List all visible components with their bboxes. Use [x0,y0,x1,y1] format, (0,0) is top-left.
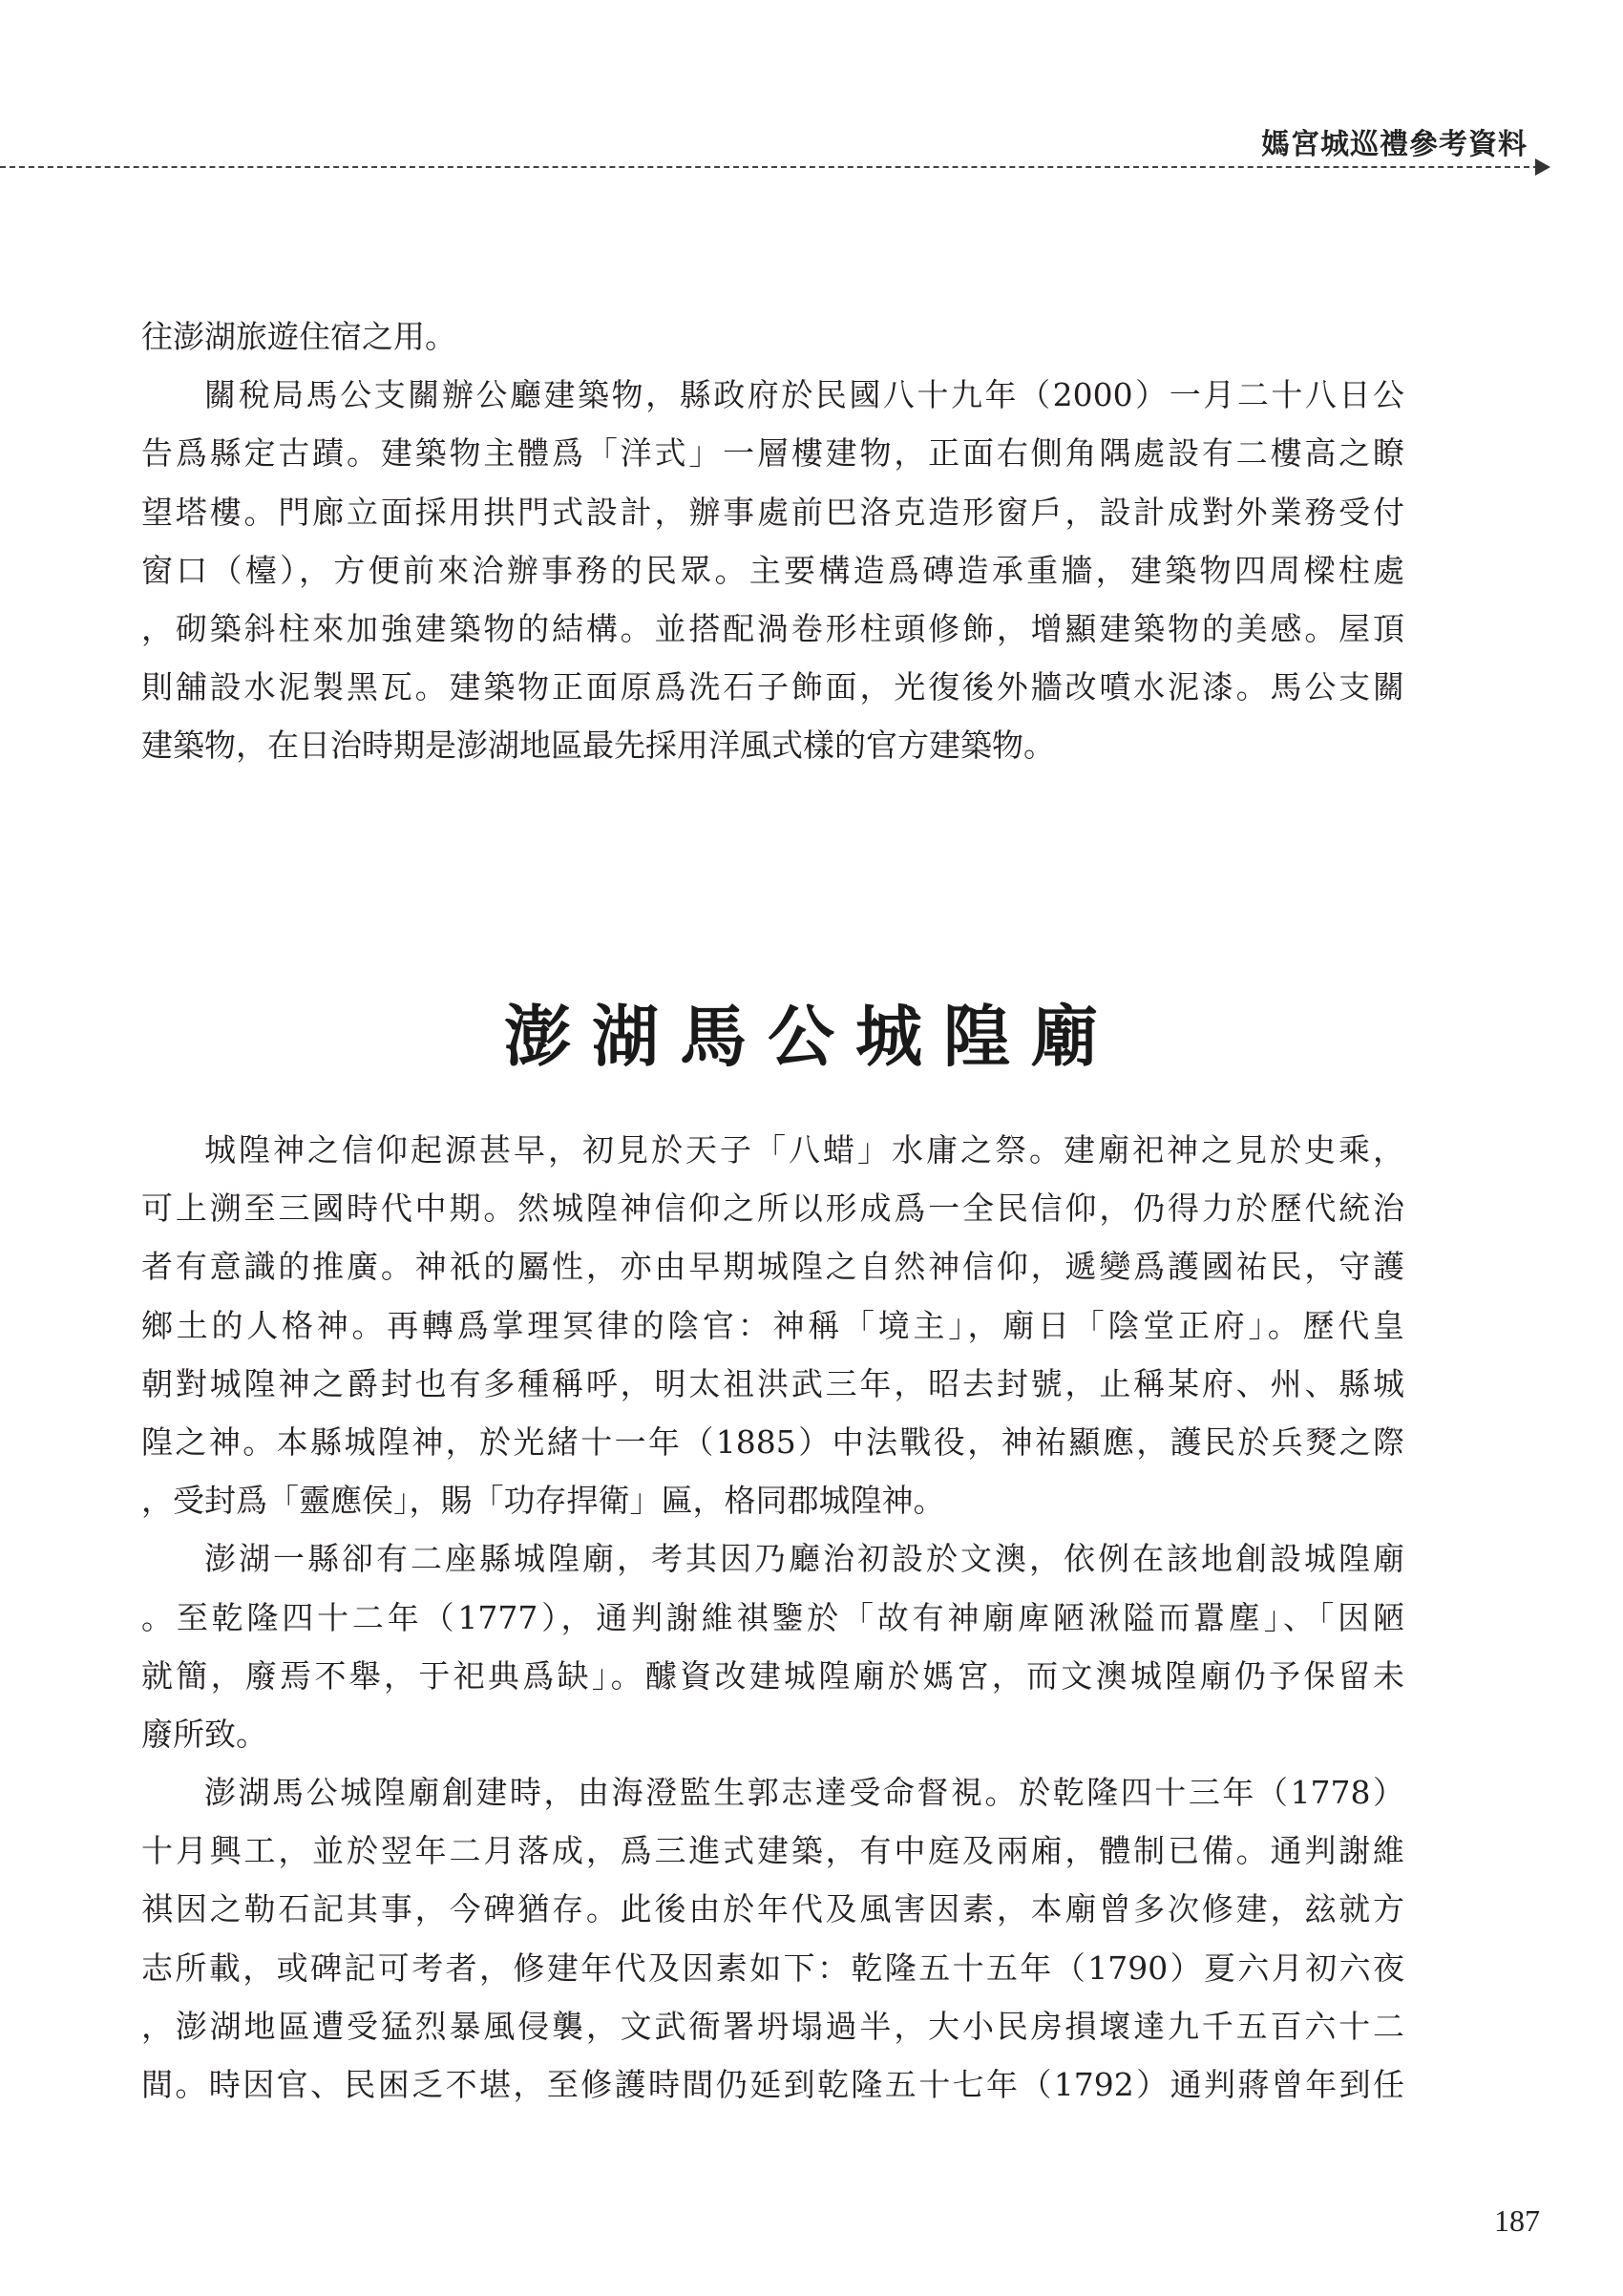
paragraph [141,307,1404,366]
text-line: 告爲縣定古蹟。建築物主體爲「洋式」一層樓建物，正面右側角隅處設有二樓高之瞭 [141,434,1404,473]
text-line: 廢所致。 [141,1715,267,1753]
text-line: 往澎湖旅遊住宿之用。 [141,318,456,355]
text-line: 。至乾隆四十二年（1777），通判謝維祺鑒於「故有神廟庳陋湫隘而囂塵」、「因陋 [141,1598,1404,1636]
paragraph [141,366,1404,774]
header-dashed-rule [0,166,1539,168]
text-line: 望塔樓。門廊立面採用拱門式設計，辦事處前巴洛克造形窗戶，設計成對外業務受付 [141,493,1404,531]
section-customs-building-text [141,307,1404,775]
text-line: 城隍神之信仰起源甚早，初見於天子「八蜡」水庸之祭。建廟祀神之見於史乘， [204,1131,1404,1169]
text-line: 鄉土的人格神。再轉爲掌理冥律的陰官：神稱「境主」，廟日「陰堂正府」。歷代皇 [141,1306,1404,1344]
text-line: 志所載，或碑記可考者，修建年代及因素如下：乾隆五十五年（1790）夏六月初六夜 [141,1948,1404,1987]
section-title: 澎湖馬公城隍廟 [504,997,1119,1076]
text-line: ，澎湖地區遭受猛烈暴風侵襲，文武衙署坍塌過半，大小民房損壞達九千五百六十二 [141,2007,1404,2045]
text-line: 可上溯至三國時代中期。然城隍神信仰之所以形成爲一全民信仰，仍得力於歷代統治 [141,1190,1404,1228]
text-line: 建築物，在日治時期是澎湖地區最先採用洋風式樣的官方建築物。 [141,727,1055,765]
text-line: 澎湖馬公城隍廟創建時，由海澄監生郭志達受命督視。於乾隆四十三年（1778） [204,1774,1404,1812]
text-line: 祺因之勒石記其事，今碑猶存。此後由於年代及風害因素，本廟曾多次修建，玆就方 [141,1890,1404,1928]
header-arrow-icon [1535,158,1550,176]
paragraph [141,1121,1404,1529]
text-line: 則舖設水泥製黑瓦。建築物正面原爲洗石子飾面，光復後外牆改噴水泥漆。馬公支關 [141,668,1404,706]
text-line: 澎湖一縣卻有二座縣城隍廟，考其因乃廳治初設於文澳，依例在該地創設城隍廟 [204,1540,1404,1578]
page-number: 187 [1494,2203,1540,2238]
text-line: 關稅局馬公支關辦公廳建築物，縣政府於民國八十九年（2000）一月二十八日公 [204,376,1404,414]
text-line: ，受封爲「靈應侯」，賜「功存捍衛」匾，格同郡城隍神。 [141,1482,945,1520]
text-line: 間。時因官、民困乏不堪，至修護時間仍延到乾隆五十七年（1792）通判蔣曾年到任 [141,2066,1404,2103]
paragraph [141,1529,1404,1763]
text-line: 者有意識的推廣。神祇的屬性，亦由早期城隍之自然神信仰，遞變爲護國祐民，守護 [141,1248,1404,1286]
text-line: 隍之神。本縣城隍神，於光緒十一年（1885）中法戰役，神祐顯應，護民於兵燹之際 [141,1422,1404,1461]
text-line: 朝對城隍神之爵封也有多種稱呼，明太祖洪武三年，昭去封號，止稱某府、州、縣城 [141,1364,1404,1402]
text-line: ，砌築斜柱來加強建築物的結構。並搭配渦卷形柱頭修飾，增顯建築物的美感。屋頂 [141,609,1404,647]
paragraph [141,1763,1404,2114]
text-line: 窗口（檯），方便前來洽辦事務的民眾。主要構造爲磚造承重牆，建築物四周樑柱處 [141,551,1404,589]
section-city-god-temple-text [141,1121,1404,2114]
text-line: 十月興工，並於翌年二月落成，爲三進式建築，有中庭及兩廂，體制已備。通判謝維 [141,1832,1404,1870]
text-line: 就簡，廢焉不舉，于祀典爲缺」。醵資改建城隍廟於媽宮，而文澳城隍廟仍予保留未 [141,1656,1404,1695]
running-header-title: 媽宮城巡禮參考資料 [1261,128,1528,161]
